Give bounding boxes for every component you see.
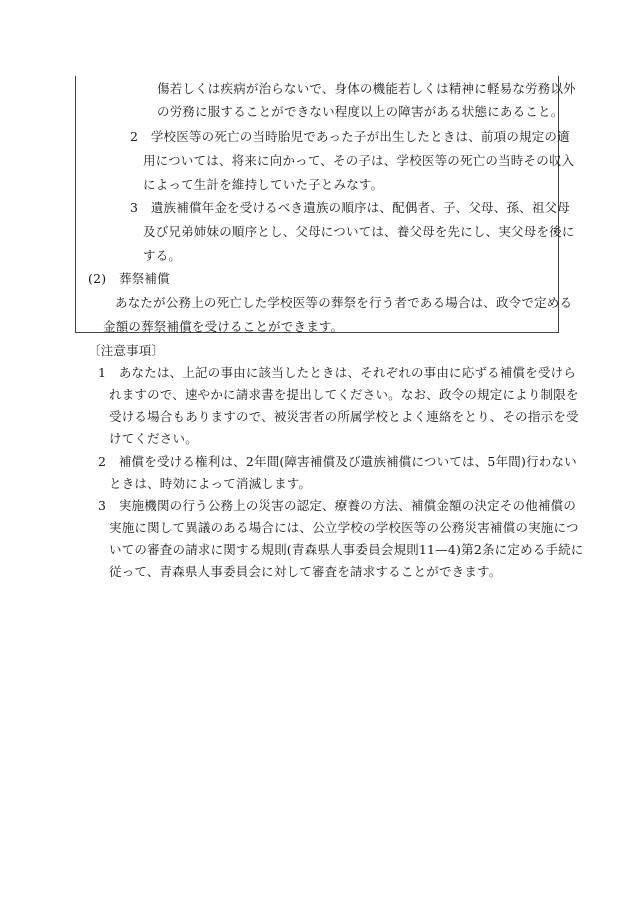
item-3-line-2: 及び兄弟姉妹の順序とし、父母については、養父母を先にし、実父母を後に (143, 224, 575, 239)
note-2-line-1: 2 補償を受ける権利は、2年間(障害補償及び遺族補償については、5年間)行わない (98, 454, 577, 469)
note-1-line-3: 受ける場合もありますので、被災害者の所属学校とよく連絡をとり、その指示を受 (109, 409, 579, 424)
note-1-line-2: れますので、速やかに請求書を提出してください。なお、政令の規定により制限を (109, 387, 579, 402)
item-2-line-2: 用については、将来に向かって、その子は、学校医等の死亡の当時その収入 (143, 153, 575, 168)
continuation-line-1: 傷若しくは疾病が治らないで、身体の機能若しくは精神に軽易な労務以外 (157, 81, 576, 96)
item-2-line-3: によって生計を維持していた子とみなす。 (143, 177, 384, 192)
note-3-line-4: 従って、青森県人事委員会に対して審査を請求することができます。 (109, 564, 502, 579)
funeral-line-2: 金額の葬祭補償を受けることができます。 (103, 319, 344, 334)
note-3-line-2: 実施に関して異議のある場合には、公立学校の学校医等の公務災害補償の実施につ (109, 520, 579, 535)
note-1-line-1: 1 あなたは、上記の事由に該当したときは、それぞれの事由に応ずる補償を受けら (98, 365, 577, 380)
note-1-line-4: けてください。 (109, 431, 198, 446)
continuation-line-2: の労務に服することができない程度以上の障害がある状態にあること。 (157, 104, 564, 119)
funeral-heading: (2) 葬祭補償 (88, 271, 170, 286)
item-3-line-1: 3 遺族補償年金を受けるべき遺族の順序は、配偶者、子、父母、孫、祖父母 (130, 200, 570, 215)
notes-heading: 〔注意事項〕 (88, 343, 165, 358)
funeral-line-1: あなたが公務上の死亡した学校医等の葬祭を行う者である場合は、政令で定める (115, 295, 573, 310)
item-2-line-1: 2 学校医等の死亡の当時胎児であった子が出生したときは、前項の規定の適 (130, 129, 570, 144)
note-3-line-3: いての審査の請求に関する規則(青森県人事委員会規則11—4)第2条に定める手続に (109, 542, 584, 557)
note-2-line-2: ときは、時効によって消滅します。 (109, 476, 312, 491)
item-3-line-3: する。 (143, 248, 182, 263)
note-3-line-1: 3 実施機関の行う公務上の災害の認定、療養の方法、補償金額の決定その他補償の (98, 498, 577, 513)
